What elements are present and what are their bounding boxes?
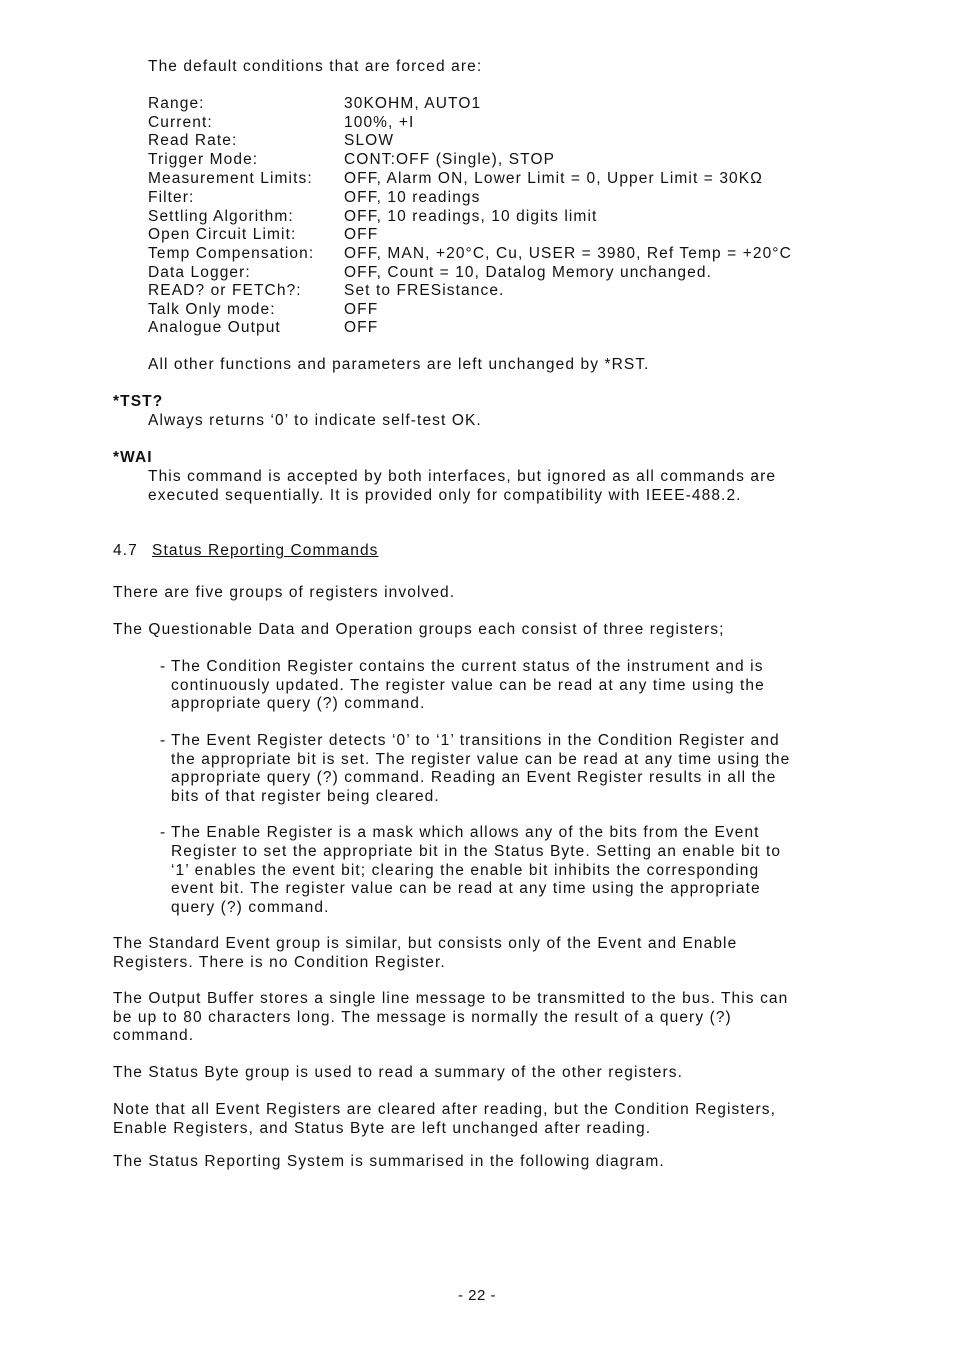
paragraph-line: Registers. There is no Condition Register. <box>113 954 446 971</box>
paragraph: The Status Byte group is used to read a summary of the other registers. <box>113 1064 684 1081</box>
tst-text: Always returns ‘0’ to indicate self-test OK. <box>148 412 482 429</box>
default-label: Filter: <box>148 189 195 206</box>
default-label: Current: <box>148 114 213 131</box>
paragraph: There are five groups of registers involved. <box>113 584 456 601</box>
bullet-line: event bit. The register value can be read at any time using the appropriate <box>171 880 761 897</box>
default-value: OFF, Count = 10, Datalog Memory unchanged. <box>344 264 712 281</box>
bullet-line: query (?) command. <box>171 899 330 916</box>
bullet-marker: - <box>160 658 167 675</box>
default-value: 100%, +I <box>344 114 415 131</box>
bullet-line: The Event Register detects ‘0’ to ‘1’ transitions in the Condition Register and <box>171 732 780 749</box>
paragraph-line: command. <box>113 1027 195 1044</box>
paragraph: The Status Reporting System is summarised in the following diagram. <box>113 1153 665 1170</box>
rst-note: All other functions and parameters are left unchanged by *RST. <box>148 356 650 373</box>
bullet-line: The Condition Register contains the current status of the instrument and is <box>171 658 764 675</box>
default-value: 30KOHM, AUTO1 <box>344 95 482 112</box>
default-value: OFF, 10 readings <box>344 189 481 206</box>
default-value: OFF <box>344 226 379 243</box>
default-label: Data Logger: <box>148 264 251 281</box>
default-label: Settling Algorithm: <box>148 208 294 225</box>
paragraph-line: Note that all Event Registers are cleared after reading, but the Condition Registers, <box>113 1101 777 1118</box>
default-label: Temp Compensation: <box>148 245 315 262</box>
bullet-line: The Enable Register is a mask which allows any of the bits from the Event <box>171 824 760 841</box>
bullet-line: the appropriate bit is set. The register value can be read at any time using the <box>171 751 791 768</box>
bullet-line: Register to set the appropriate bit in the Status Byte. Setting an enable bit to <box>171 843 782 860</box>
default-value: OFF, 10 readings, 10 digits limit <box>344 208 598 225</box>
wai-heading: *WAI <box>113 449 153 466</box>
default-value: Set to FRESistance. <box>344 282 505 299</box>
bullet-line: appropriate query (?) command. <box>171 695 426 712</box>
default-label: Talk Only mode: <box>148 301 276 318</box>
intro-text: The default conditions that are forced are: <box>148 58 483 75</box>
default-label: Measurement Limits: <box>148 170 313 187</box>
default-label: READ? or FETCh?: <box>148 282 302 299</box>
wai-text-line: executed sequentially. It is provided only for compatibility with IEEE-488.2. <box>148 487 742 504</box>
bullet-line: appropriate query (?) command. Reading an Event Register results in all the <box>171 769 777 786</box>
default-value: OFF <box>344 301 379 318</box>
default-value: OFF <box>344 319 379 336</box>
wai-text-line: This command is accepted by both interfaces, but ignored as all commands are <box>148 468 777 485</box>
default-label: Range: <box>148 95 205 112</box>
paragraph-line: be up to 80 characters long. The message is normally the result of a query (?) <box>113 1009 732 1026</box>
page-number: - 22 - <box>457 1287 496 1304</box>
default-value: CONT:OFF (Single), STOP <box>344 151 556 168</box>
default-label: Open Circuit Limit: <box>148 226 297 243</box>
section-number: 4.7 <box>113 542 138 559</box>
default-label: Analogue Output <box>148 319 281 336</box>
default-label: Read Rate: <box>148 132 238 149</box>
paragraph-line: Enable Registers, and Status Byte are left unchanged after reading. <box>113 1120 652 1137</box>
bullet-line: continuously updated. The register value can be read at any time using the <box>171 677 765 694</box>
tst-heading: *TST? <box>113 393 164 410</box>
bullet-marker: - <box>160 732 167 749</box>
section-title: Status Reporting Commands <box>152 542 379 559</box>
default-label: Trigger Mode: <box>148 151 259 168</box>
default-value: OFF, MAN, +20°C, Cu, USER = 3980, Ref Temp = +20°C <box>344 245 792 262</box>
bullet-marker: - <box>160 824 167 841</box>
paragraph-line: The Output Buffer stores a single line message to be transmitted to the bus. This can <box>113 990 789 1007</box>
bullet-line: ‘1’ enables the event bit; clearing the enable bit inhibits the corresponding <box>171 862 760 879</box>
paragraph: The Questionable Data and Operation groups each consist of three registers; <box>113 621 725 638</box>
bullet-line: bits of that register being cleared. <box>171 788 440 805</box>
paragraph-line: The Standard Event group is similar, but consists only of the Event and Enable <box>113 935 738 952</box>
default-value: SLOW <box>344 132 395 149</box>
default-value: OFF, Alarm ON, Lower Limit = 0, Upper Limit = 30KΩ <box>344 170 763 187</box>
